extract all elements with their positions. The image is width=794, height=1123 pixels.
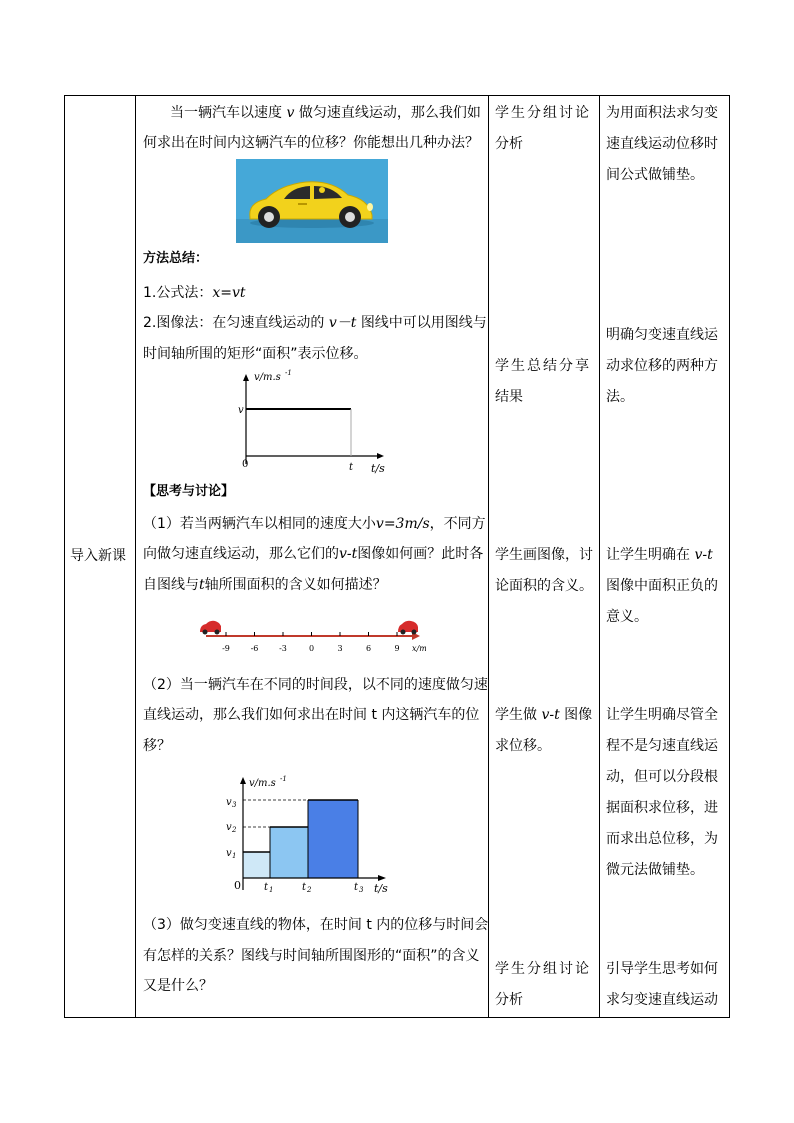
design-intent-5: 引导学生思考如何 求匀变速直线运动 [606, 961, 718, 1008]
method-2-line-2: 时间轴所围的矩形“面积”表示位移。 [143, 346, 368, 362]
question-2-line-2: 直线运动，那么我们如何求出在时间 t 内这辆汽车的位 [143, 707, 480, 723]
student-activity-1: 学生分组讨论 分析 [495, 105, 591, 152]
number-line-unit: x/m [412, 644, 426, 653]
student-activity-3: 学生画图像，讨 论面积的含义。 [495, 547, 593, 594]
graph2-v1-label: v [226, 848, 232, 859]
car-illustration [236, 159, 388, 243]
table-col-divider-1 [135, 95, 136, 1018]
table-border-bottom [64, 1017, 730, 1018]
question-1-line-2: 向做匀速直线运动，那么它们的v-t图像如何画？此时各 [143, 546, 484, 562]
vt-graph-stepped [216, 772, 406, 897]
car-left-icon [200, 621, 221, 635]
design-intent-1: 为用面积法求匀变 速直线运动位移时 间公式做铺垫。 [606, 105, 718, 183]
intro-line-1: 当一辆汽车以速度 v 做匀速直线运动，那么我们如 [170, 105, 481, 121]
graph1-xlabel: t/s [371, 462, 385, 475]
graph2-origin: 0 [234, 879, 241, 892]
question-1-line-3: 自图线与t轴所围面积的含义如何描述？ [143, 577, 387, 593]
graph1-v-label: v [238, 405, 244, 416]
number-line-tick-label: 6 [365, 644, 372, 653]
question-3-line-1: （3）做匀变速直线的物体，在时间 t 内的位移与时间会 [143, 917, 489, 933]
number-line-tick-label: -9 [222, 644, 230, 653]
table-border-right [729, 95, 730, 1018]
number-line-tick-label: 3 [337, 644, 343, 653]
number-line [196, 616, 426, 656]
graph1-t-label: t [349, 462, 354, 473]
number-line-tick-label: 0 [308, 644, 315, 653]
number-line-tick-label: 9 [394, 644, 400, 653]
svg-text:3: 3 [359, 886, 364, 894]
area-segment-2 [270, 827, 308, 878]
svg-text:v/m.s: v/m.s [249, 778, 276, 789]
design-intent-3: 让学生明确在 v-t 图像中面积正负的 意义。 [606, 547, 718, 625]
table-col-divider-3 [599, 95, 600, 1018]
intro-line-2: 何求出在时间内这辆汽车的位移？你能想出几种办法？ [143, 135, 479, 151]
number-line-tick-label: -3 [279, 644, 287, 653]
graph2-t1-label: t [264, 882, 269, 893]
svg-text:2: 2 [307, 886, 312, 894]
student-activity-4: 学生做 v-t 图像 求位移。 [495, 707, 593, 754]
svg-text:-1: -1 [285, 369, 292, 377]
vt-graph-uniform [230, 368, 400, 476]
method-title: 方法总结： [143, 251, 209, 266]
student-activity-5: 学生分组讨论 分析 [495, 961, 591, 1008]
svg-text:2: 2 [232, 826, 237, 834]
svg-text:3: 3 [232, 801, 237, 809]
question-3-line-2: 有怎样的关系？图线与时间轴所围图形的“面积”的含义 [143, 948, 480, 964]
design-intent-2: 明确匀变速直线运 动求位移的两种方 法。 [606, 327, 718, 405]
think-title: 【思考与讨论】 [143, 484, 235, 499]
number-line-tick-label: -6 [250, 644, 259, 653]
graph2-t2-label: t [302, 882, 307, 893]
table-border-left [64, 95, 65, 1018]
question-2-line-1: （2）当一辆汽车在不同的时间段，以不同的速度做匀速 [143, 677, 488, 693]
car-right-icon [398, 621, 418, 635]
svg-text:-1: -1 [280, 775, 287, 783]
svg-text:1: 1 [269, 886, 274, 894]
area-segment-3 [308, 800, 358, 878]
student-activity-2: 学生总结分享 结果 [495, 358, 591, 405]
graph2-t3-label: t [354, 882, 359, 893]
svg-text:1: 1 [232, 852, 237, 860]
table-col-divider-2 [488, 95, 489, 1018]
graph2-xlabel: t/s [374, 882, 388, 895]
table-border-top [64, 95, 730, 96]
area-segment-1 [243, 852, 270, 878]
question-1-line-1: （1）若当两辆汽车以相同的速度大小v=3m/s，不同方 [143, 516, 486, 532]
design-intent-4: 让学生明确尽管全 程不是匀速直线运 动，但可以分段根 据面积求位移，进 而求出总位移，为 微元法做铺垫。 [606, 707, 718, 878]
question-3-line-3: 又是什么？ [143, 978, 213, 994]
method-1: 1.公式法：x=vt [143, 285, 246, 301]
method-2-line-1: 2.图像法：在匀速直线运动的 v－t 图线中可以用图线与 [143, 315, 487, 331]
graph2-v3-label: v [226, 797, 232, 808]
question-2-line-3: 移？ [143, 738, 171, 754]
graph1-origin: 0 [242, 459, 249, 470]
row-label: 导入新课 [70, 548, 126, 564]
graph1-ylabel: v/m.s [254, 372, 281, 383]
graph2-v2-label: v [226, 822, 232, 833]
